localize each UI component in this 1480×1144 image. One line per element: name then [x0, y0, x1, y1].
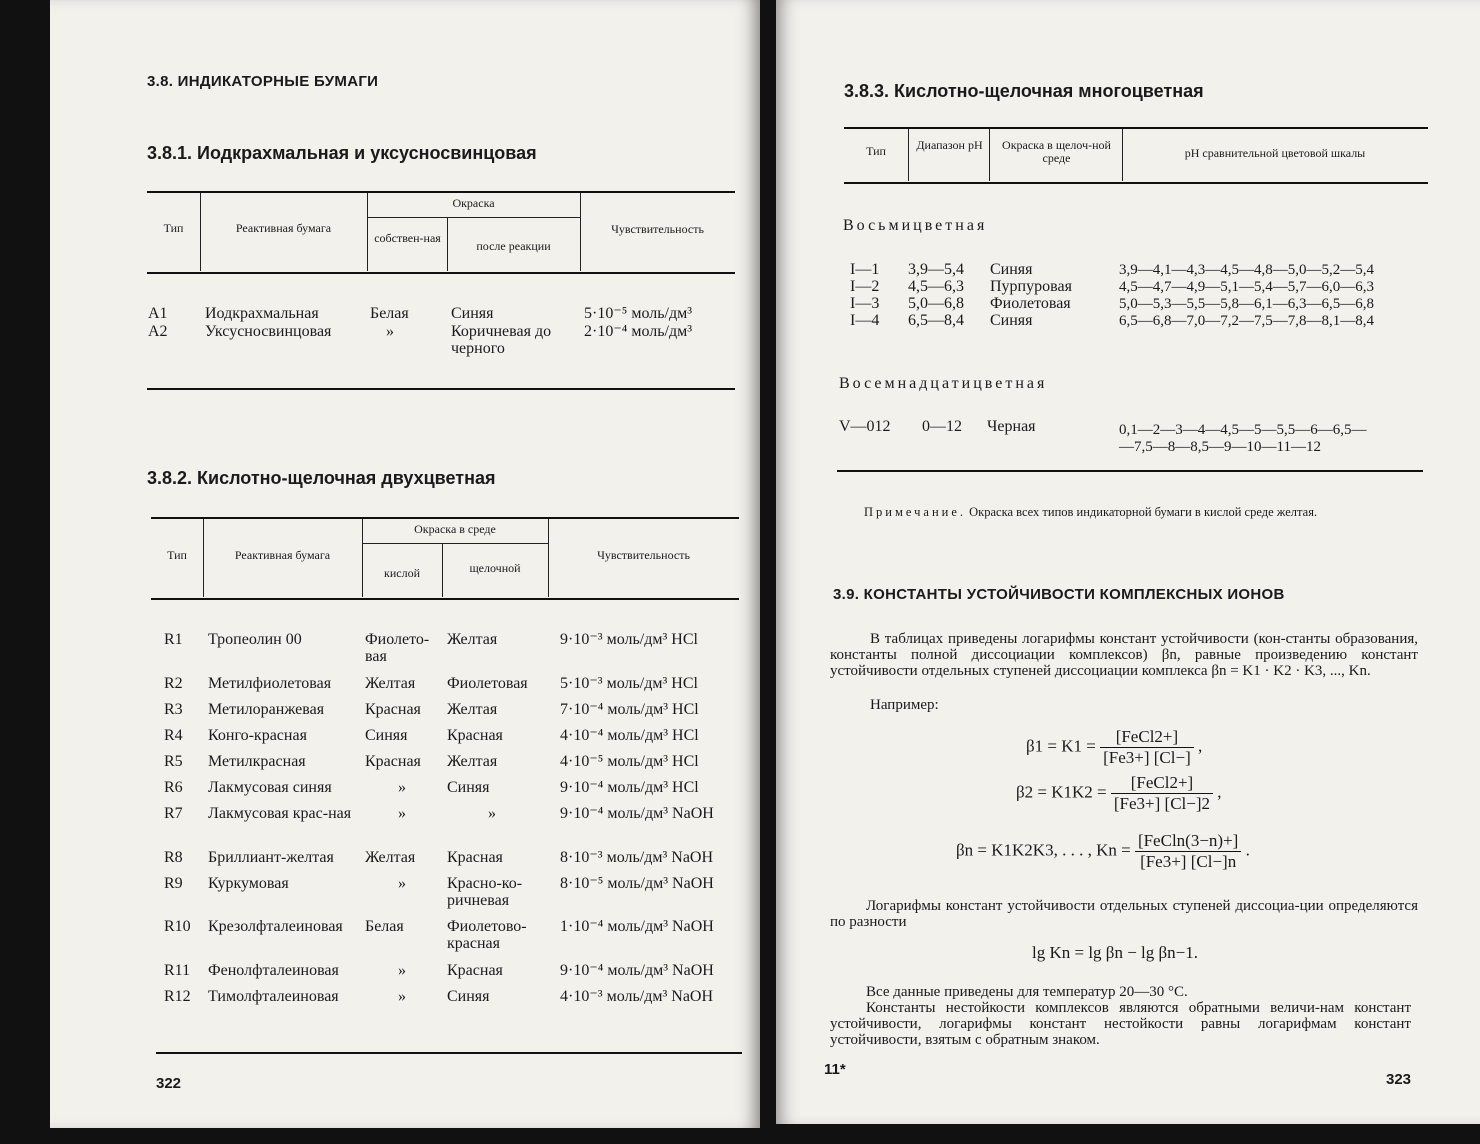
formula: β1 = K1 = $\frac{\text{[FeCl2+]}}{[Fe3+] [Cl-]}$ ,	[1026, 727, 1203, 767]
right-page	[776, 0, 1480, 1124]
t1-cell-type: A1	[148, 305, 168, 322]
t1-cell-sens: 2·10⁻⁴ моль/дм³	[584, 323, 693, 340]
t2-cell-paper: Метилфиолетовая	[208, 675, 332, 692]
t2-cell-alk: Красная	[447, 727, 503, 744]
t3-cell-scale: 6,5—6,8—7,0—7,2—7,5—7,8—8,1—8,4	[1119, 313, 1374, 329]
t2-cell-type: R7	[164, 805, 183, 822]
t2-cell-sens: 4·10⁻⁴ моль/дм³ HCl	[560, 727, 699, 744]
t1-header-after: после реакции	[476, 239, 551, 253]
t2-cell-paper: Крезолфталеиновая	[208, 918, 343, 935]
t3-cell-scale: 4,5—4,7—4,9—5,1—5,4—5,7—6,0—6,3	[1119, 279, 1374, 295]
t2-cell-type: R10	[164, 918, 191, 935]
t3-cell-scale: 0,1—2—3—4—4,5—5—5,5—6—6,5—	[1119, 422, 1367, 438]
t3-cell-range: 6,5—8,4	[908, 312, 964, 329]
formula: βn = K1K2K3, . . . , Kn = $\frac{\text{[FeCln(3−n)+]}}{[Fe3+] [Cl-]n}$ .	[956, 831, 1250, 871]
group-heading: Восьмицветная	[843, 217, 988, 234]
t2-cell-acid: Желтая	[365, 675, 416, 692]
table-note: Примечание. Окраска всех типов индикаторной бумаги в кислой среде желтая.	[864, 505, 1318, 519]
t2-cell-paper: Тропеолин 00	[208, 631, 302, 648]
page-number-left: 322	[156, 1075, 182, 1092]
t2-cell-sens: 9·10⁻⁴ моль/дм³ NaOH	[560, 962, 714, 979]
t3-cell-color: Синяя	[990, 312, 1033, 329]
t2-cell-sens: 4·10⁻³ моль/дм³ NaOH	[560, 988, 714, 1005]
t3-cell-type: I—3	[850, 295, 880, 312]
t2-cell-type: R5	[164, 753, 183, 770]
t1-header-own: собствен-ная	[374, 231, 441, 245]
t2-cell-sens: 7·10⁻⁴ моль/дм³ HCl	[560, 701, 699, 718]
t3-cell-color: Черная	[987, 418, 1036, 435]
t2-header-acid: кислой	[384, 566, 420, 580]
t2-cell-type: R11	[164, 962, 191, 979]
t2-header-sens: Чувствительность	[597, 548, 690, 562]
formula: β2 = K1K2 = $\frac{\text{[FeCl2+]}}{[Fe3+] [Cl-]2}$ ,	[1016, 773, 1222, 813]
t3-cell-scale: 5,0—5,3—5,5—5,8—6,1—6,3—6,5—6,8	[1119, 296, 1374, 312]
t1-cell-type: A2	[148, 323, 168, 340]
t3-cell-color: Фиолетовая	[990, 295, 1071, 312]
t2-cell-type: R4	[164, 727, 183, 744]
t2-cell-type: R2	[164, 675, 183, 692]
t2-cell-acid: »	[398, 779, 406, 796]
t3-cell-type: V—012	[839, 418, 891, 435]
t2-cell-sens: 8·10⁻⁵ моль/дм³ NaOH	[560, 875, 714, 892]
page-number-right: 323	[1386, 1071, 1412, 1088]
t3-header-color: Окраска в щелоч-ной среде	[1002, 138, 1111, 165]
t1-header-color: Окраска	[452, 196, 495, 210]
paragraph: Все данные приведены для температур 20—30 °С.	[866, 984, 1188, 1000]
t2-cell-acid: »	[398, 805, 406, 822]
t2-header-type: Тип	[167, 548, 187, 562]
t3-cell-scale-cont: —7,5—8—8,5—9—10—11—12	[1119, 439, 1321, 455]
t2-cell-sens: 8·10⁻³ моль/дм³ NaOH	[560, 849, 714, 866]
t2-cell-alk: Фиолетово-красная	[447, 918, 527, 952]
left-page	[50, 0, 760, 1128]
t2-cell-acid: Синяя	[365, 727, 408, 744]
section-heading: 3.8. ИНДИКАТОРНЫЕ БУМАГИ	[147, 73, 379, 90]
paragraph: Константы нестойкости комплексов являются обратными величи-нам констант устойчивости, логарифмы констант нестойкости равны логарифмам констант устойчивости, взятым с обратным знаком.	[830, 1000, 1411, 1048]
t2-cell-alk: Красно-ко-ричневая	[447, 875, 523, 909]
signature-mark: 11*	[824, 1061, 846, 1078]
t2-cell-alk: Желтая	[447, 631, 498, 648]
t2-cell-sens: 9·10⁻³ моль/дм³ HCl	[560, 631, 698, 648]
t2-cell-type: R6	[164, 779, 183, 796]
t1-cell-own: Белая	[370, 305, 409, 322]
t2-cell-paper: Куркумовая	[208, 875, 289, 892]
t2-cell-alk: »	[488, 805, 496, 822]
t1-cell-after: Синяя	[451, 305, 494, 322]
t2-header-color: Окраска в среде	[414, 522, 496, 536]
t1-cell-paper: Иодкрахмальная	[205, 305, 319, 322]
t2-cell-sens: 4·10⁻⁵ моль/дм³ HCl	[560, 753, 699, 770]
t2-cell-alk: Синяя	[447, 988, 490, 1005]
table2-title: 3.8.2. Кислотно-щелочная двухцветная	[147, 468, 496, 488]
t2-cell-paper: Бриллиант-желтая	[208, 849, 334, 866]
t1-cell-paper: Уксусносвинцовая	[205, 323, 332, 340]
t2-cell-alk: Фиолетовая	[447, 675, 528, 692]
t1-cell-after: Коричневая до черного	[451, 323, 552, 357]
t3-cell-scale: 3,9—4,1—4,3—4,5—4,8—5,0—5,2—5,4	[1119, 262, 1374, 278]
t3-cell-type: I—2	[850, 278, 880, 295]
t2-cell-alk: Желтая	[447, 701, 498, 718]
t3-cell-type: I—1	[850, 261, 880, 278]
t2-cell-paper: Лакмусовая синяя	[208, 779, 332, 796]
t3-header-scale: pH сравнительной цветовой шкалы	[1184, 146, 1366, 160]
t3-cell-color: Пурпуровая	[990, 278, 1072, 295]
formula: lg Kn = lg βn − lg βn−1.	[1032, 943, 1199, 962]
t3-cell-color: Синяя	[990, 261, 1033, 278]
t2-cell-type: R9	[164, 875, 183, 892]
t2-cell-type: R12	[164, 988, 191, 1005]
paragraph: Логарифмы констант устойчивости отдельных ступеней диссоциа-ции определяются по разности	[830, 898, 1418, 930]
t2-cell-acid: Фиолето-вая	[365, 631, 430, 665]
t2-cell-paper: Фенолфталеиновая	[208, 962, 339, 979]
t2-cell-type: R1	[164, 631, 183, 648]
t3-cell-type: I—4	[850, 312, 880, 329]
t2-header-paper: Реактивная бумага	[234, 548, 331, 562]
t3-cell-range: 0—12	[922, 418, 962, 435]
t2-cell-acid: Желтая	[365, 849, 416, 866]
t2-cell-sens: 9·10⁻⁴ моль/дм³ HCl	[560, 779, 699, 796]
t2-cell-acid: Белая	[365, 918, 404, 935]
t2-header-alk: щелочной	[469, 561, 521, 575]
t2-cell-acid: Красная	[365, 753, 421, 770]
t2-cell-acid: Красная	[365, 701, 421, 718]
t2-cell-alk: Красная	[447, 849, 503, 866]
t3-cell-range: 4,5—6,3	[908, 278, 964, 295]
t2-cell-alk: Синяя	[447, 779, 490, 796]
group-heading: Восемнадцатицветная	[839, 375, 1048, 392]
t2-cell-alk: Желтая	[447, 753, 498, 770]
t2-cell-sens: 1·10⁻⁴ моль/дм³ NaOH	[560, 918, 714, 935]
t2-cell-sens: 9·10⁻⁴ моль/дм³ NaOH	[560, 805, 714, 822]
table3-title: 3.8.3. Кислотно-щелочная многоцветная	[844, 81, 1204, 101]
t1-header-paper: Реактивная бумага	[235, 221, 332, 235]
t3-cell-range: 3,9—5,4	[908, 261, 964, 278]
t3-header-type: Тип	[866, 144, 886, 158]
t2-cell-paper: Метилоранжевая	[208, 701, 325, 718]
t1-header-sens: Чувствительность	[611, 222, 704, 236]
t2-cell-acid: »	[398, 875, 406, 892]
t2-cell-paper: Метилкрасная	[208, 753, 306, 770]
t2-cell-paper: Конго-красная	[208, 727, 307, 744]
table1-title: 3.8.1. Иодкрахмальная и уксусносвинцовая	[147, 143, 537, 163]
t1-header-type: Тип	[163, 221, 184, 235]
t1-cell-sens: 5·10⁻⁵ моль/дм³	[584, 305, 693, 322]
paragraph: Например:	[870, 697, 939, 713]
paragraph: В таблицах приведены логарифмы констант устойчивости (кон-станты образования, константы полной диссоциации комплексов) βn, равные произведению констант устойчивости отдельных ступеней диссоциации комплекса βn = K1 · K2 · K3, ..., Kn.	[830, 631, 1418, 679]
t2-cell-sens: 5·10⁻³ моль/дм³ HCl	[560, 675, 698, 692]
t2-cell-alk: Красная	[447, 962, 503, 979]
t3-cell-range: 5,0—6,8	[908, 295, 964, 312]
t2-cell-type: R8	[164, 849, 183, 866]
t1-cell-own: »	[386, 323, 394, 340]
section-heading: 3.9. КОНСТАНТЫ УСТОЙЧИВОСТИ КОМПЛЕКСНЫХ ИОНОВ	[833, 586, 1285, 603]
t2-cell-paper: Тимолфталеиновая	[208, 988, 339, 1005]
t2-cell-paper: Лакмусовая крас-ная	[208, 805, 352, 822]
t2-cell-type: R3	[164, 701, 183, 718]
t3-header-range: Диапазон pH	[916, 138, 983, 152]
t2-cell-acid: »	[398, 988, 406, 1005]
t2-cell-acid: »	[398, 962, 406, 979]
